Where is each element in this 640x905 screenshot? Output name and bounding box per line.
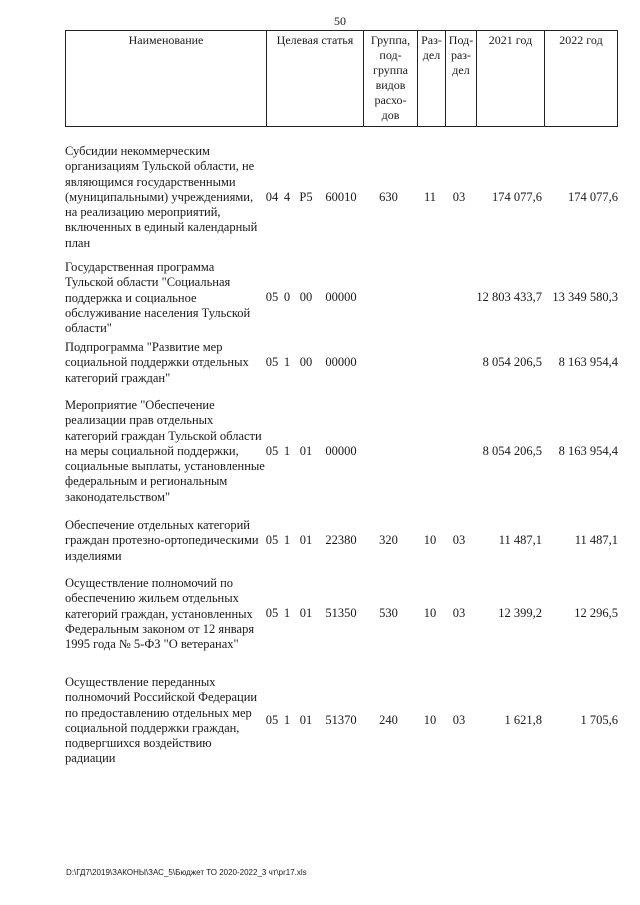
podrazdel-code: 03 bbox=[452, 713, 466, 727]
header-razdel-line: дел bbox=[422, 48, 441, 62]
row-name: Субсидии некоммерческим организациям Тульской области, не являющимся государственными (муниципальными) учреждениями, на реализацию мероприятий, включенных в единый календарный план bbox=[65, 144, 258, 250]
code-program: 05 bbox=[265, 713, 279, 727]
header-group-line: дов bbox=[381, 108, 400, 122]
table-header bbox=[65, 30, 618, 127]
code-subprogram: 1 bbox=[283, 444, 291, 458]
amount-2021: 11 487,1 bbox=[498, 533, 542, 547]
file-path-footer: D:\ГД7\2019\ЗАКОНЫ\ЗАС_5\Бюджет ТО 2020-2022_3 чт\pr17.xls bbox=[66, 868, 307, 877]
code-subprogram: 1 bbox=[283, 713, 291, 727]
amount-2022: 174 077,6 bbox=[568, 190, 618, 204]
group-code: 240 bbox=[379, 713, 398, 727]
amount-2021: 8 054 206,5 bbox=[482, 355, 542, 369]
amount-2022: 8 163 954,4 bbox=[558, 444, 618, 458]
code-event: 00 bbox=[299, 290, 313, 304]
header-razdel bbox=[417, 31, 445, 126]
razdel-code: 11 bbox=[423, 190, 437, 204]
code-program: 04 bbox=[265, 190, 279, 204]
code-program: 05 bbox=[265, 606, 279, 620]
code-program: 05 bbox=[265, 444, 279, 458]
code-direction: 00000 bbox=[325, 290, 357, 304]
header-podrazdel-line: раз- bbox=[450, 48, 472, 62]
row-values bbox=[65, 606, 618, 622]
row-values bbox=[65, 355, 618, 371]
amount-2021: 1 621,8 bbox=[504, 713, 542, 727]
row-values bbox=[65, 533, 618, 549]
code-event: 00 bbox=[299, 355, 313, 369]
group-code: 630 bbox=[379, 190, 398, 204]
header-podrazdel-line: дел bbox=[452, 63, 470, 77]
header-group-line: Группа, bbox=[370, 33, 411, 47]
code-subprogram: 1 bbox=[283, 533, 291, 547]
razdel-code: 10 bbox=[423, 533, 437, 547]
code-event: Р5 bbox=[299, 190, 313, 204]
row-values bbox=[65, 713, 618, 729]
code-direction: 51350 bbox=[325, 606, 357, 620]
header-group-line: расхо- bbox=[374, 93, 407, 107]
code-direction: 22380 bbox=[325, 533, 357, 547]
amount-2022: 8 163 954,4 bbox=[558, 355, 618, 369]
header-group bbox=[363, 31, 417, 126]
code-subprogram: 0 bbox=[283, 290, 291, 304]
header-podrazdel bbox=[445, 31, 476, 126]
amount-2021: 12 399,2 bbox=[498, 606, 542, 620]
code-event: 01 bbox=[299, 713, 313, 727]
amount-2022: 1 705,6 bbox=[580, 713, 618, 727]
row-values bbox=[65, 290, 618, 306]
row-name: Государственная программа Тульской области "Социальная поддержка и социальное обслуживание населения Тульской области" bbox=[65, 260, 251, 336]
amount-2022: 11 487,1 bbox=[574, 533, 618, 547]
code-event: 01 bbox=[299, 533, 313, 547]
code-program: 05 bbox=[265, 355, 279, 369]
amount-2021: 8 054 206,5 bbox=[482, 444, 542, 458]
code-direction: 60010 bbox=[325, 190, 357, 204]
code-direction: 51370 bbox=[325, 713, 357, 727]
code-event: 01 bbox=[299, 606, 313, 620]
row-name: Осуществление переданных полномочий Российской Федерации по предоставлению отдельных мер социальной поддержки граждан, подвергшихся воздействию радиации bbox=[65, 675, 258, 766]
razdel-code: 10 bbox=[423, 606, 437, 620]
code-subprogram: 1 bbox=[283, 606, 291, 620]
code-event: 01 bbox=[299, 444, 313, 458]
code-program: 05 bbox=[265, 290, 279, 304]
header-razdel-line: Раз- bbox=[421, 33, 442, 47]
code-subprogram: 4 bbox=[283, 190, 291, 204]
podrazdel-code: 03 bbox=[452, 190, 466, 204]
group-code: 320 bbox=[379, 533, 398, 547]
amount-2021: 12 803 433,7 bbox=[476, 290, 542, 304]
amount-2022: 12 296,5 bbox=[574, 606, 618, 620]
group-code: 530 bbox=[379, 606, 398, 620]
header-group-line: группа bbox=[373, 63, 408, 77]
row-values bbox=[65, 190, 618, 206]
header-group-line: видов bbox=[375, 78, 406, 92]
header-target: Целевая статья bbox=[266, 31, 363, 126]
header-name: Наименование bbox=[128, 33, 204, 47]
code-direction: 00000 bbox=[325, 355, 357, 369]
row-name: Мероприятие "Обеспечение реализации прав отдельных категорий граждан Тульской области на меры социальной поддержки, социальные выплаты, установленные федеральным и региональным законодательством" bbox=[65, 398, 265, 504]
podrazdel-code: 03 bbox=[452, 533, 466, 547]
row-name: Осуществление полномочий по обеспечению жильем отдельных категорий граждан, установленных Федеральным законом от 12 января 1995 года № 5-ФЗ "О ветеранах" bbox=[65, 576, 255, 652]
amount-2022: 13 349 580,3 bbox=[552, 290, 618, 304]
header-group-line: под- bbox=[379, 48, 402, 62]
code-program: 05 bbox=[265, 533, 279, 547]
header-2022: 2022 год bbox=[544, 31, 617, 126]
page-number: 50 bbox=[334, 14, 346, 28]
code-direction: 00000 bbox=[325, 444, 357, 458]
row-values bbox=[65, 444, 618, 460]
row-name: Подпрограмма "Развитие мер социальной поддержки отдельных категорий граждан" bbox=[65, 340, 249, 385]
row-name: Обеспечение отдельных категорий граждан протезно-ортопедическими изделиями bbox=[65, 518, 259, 563]
code-subprogram: 1 bbox=[283, 355, 291, 369]
header-2021: 2021 год bbox=[476, 31, 544, 126]
amount-2021: 174 077,6 bbox=[492, 190, 542, 204]
razdel-code: 10 bbox=[423, 713, 437, 727]
header-podrazdel-line: Под- bbox=[448, 33, 474, 47]
podrazdel-code: 03 bbox=[452, 606, 466, 620]
